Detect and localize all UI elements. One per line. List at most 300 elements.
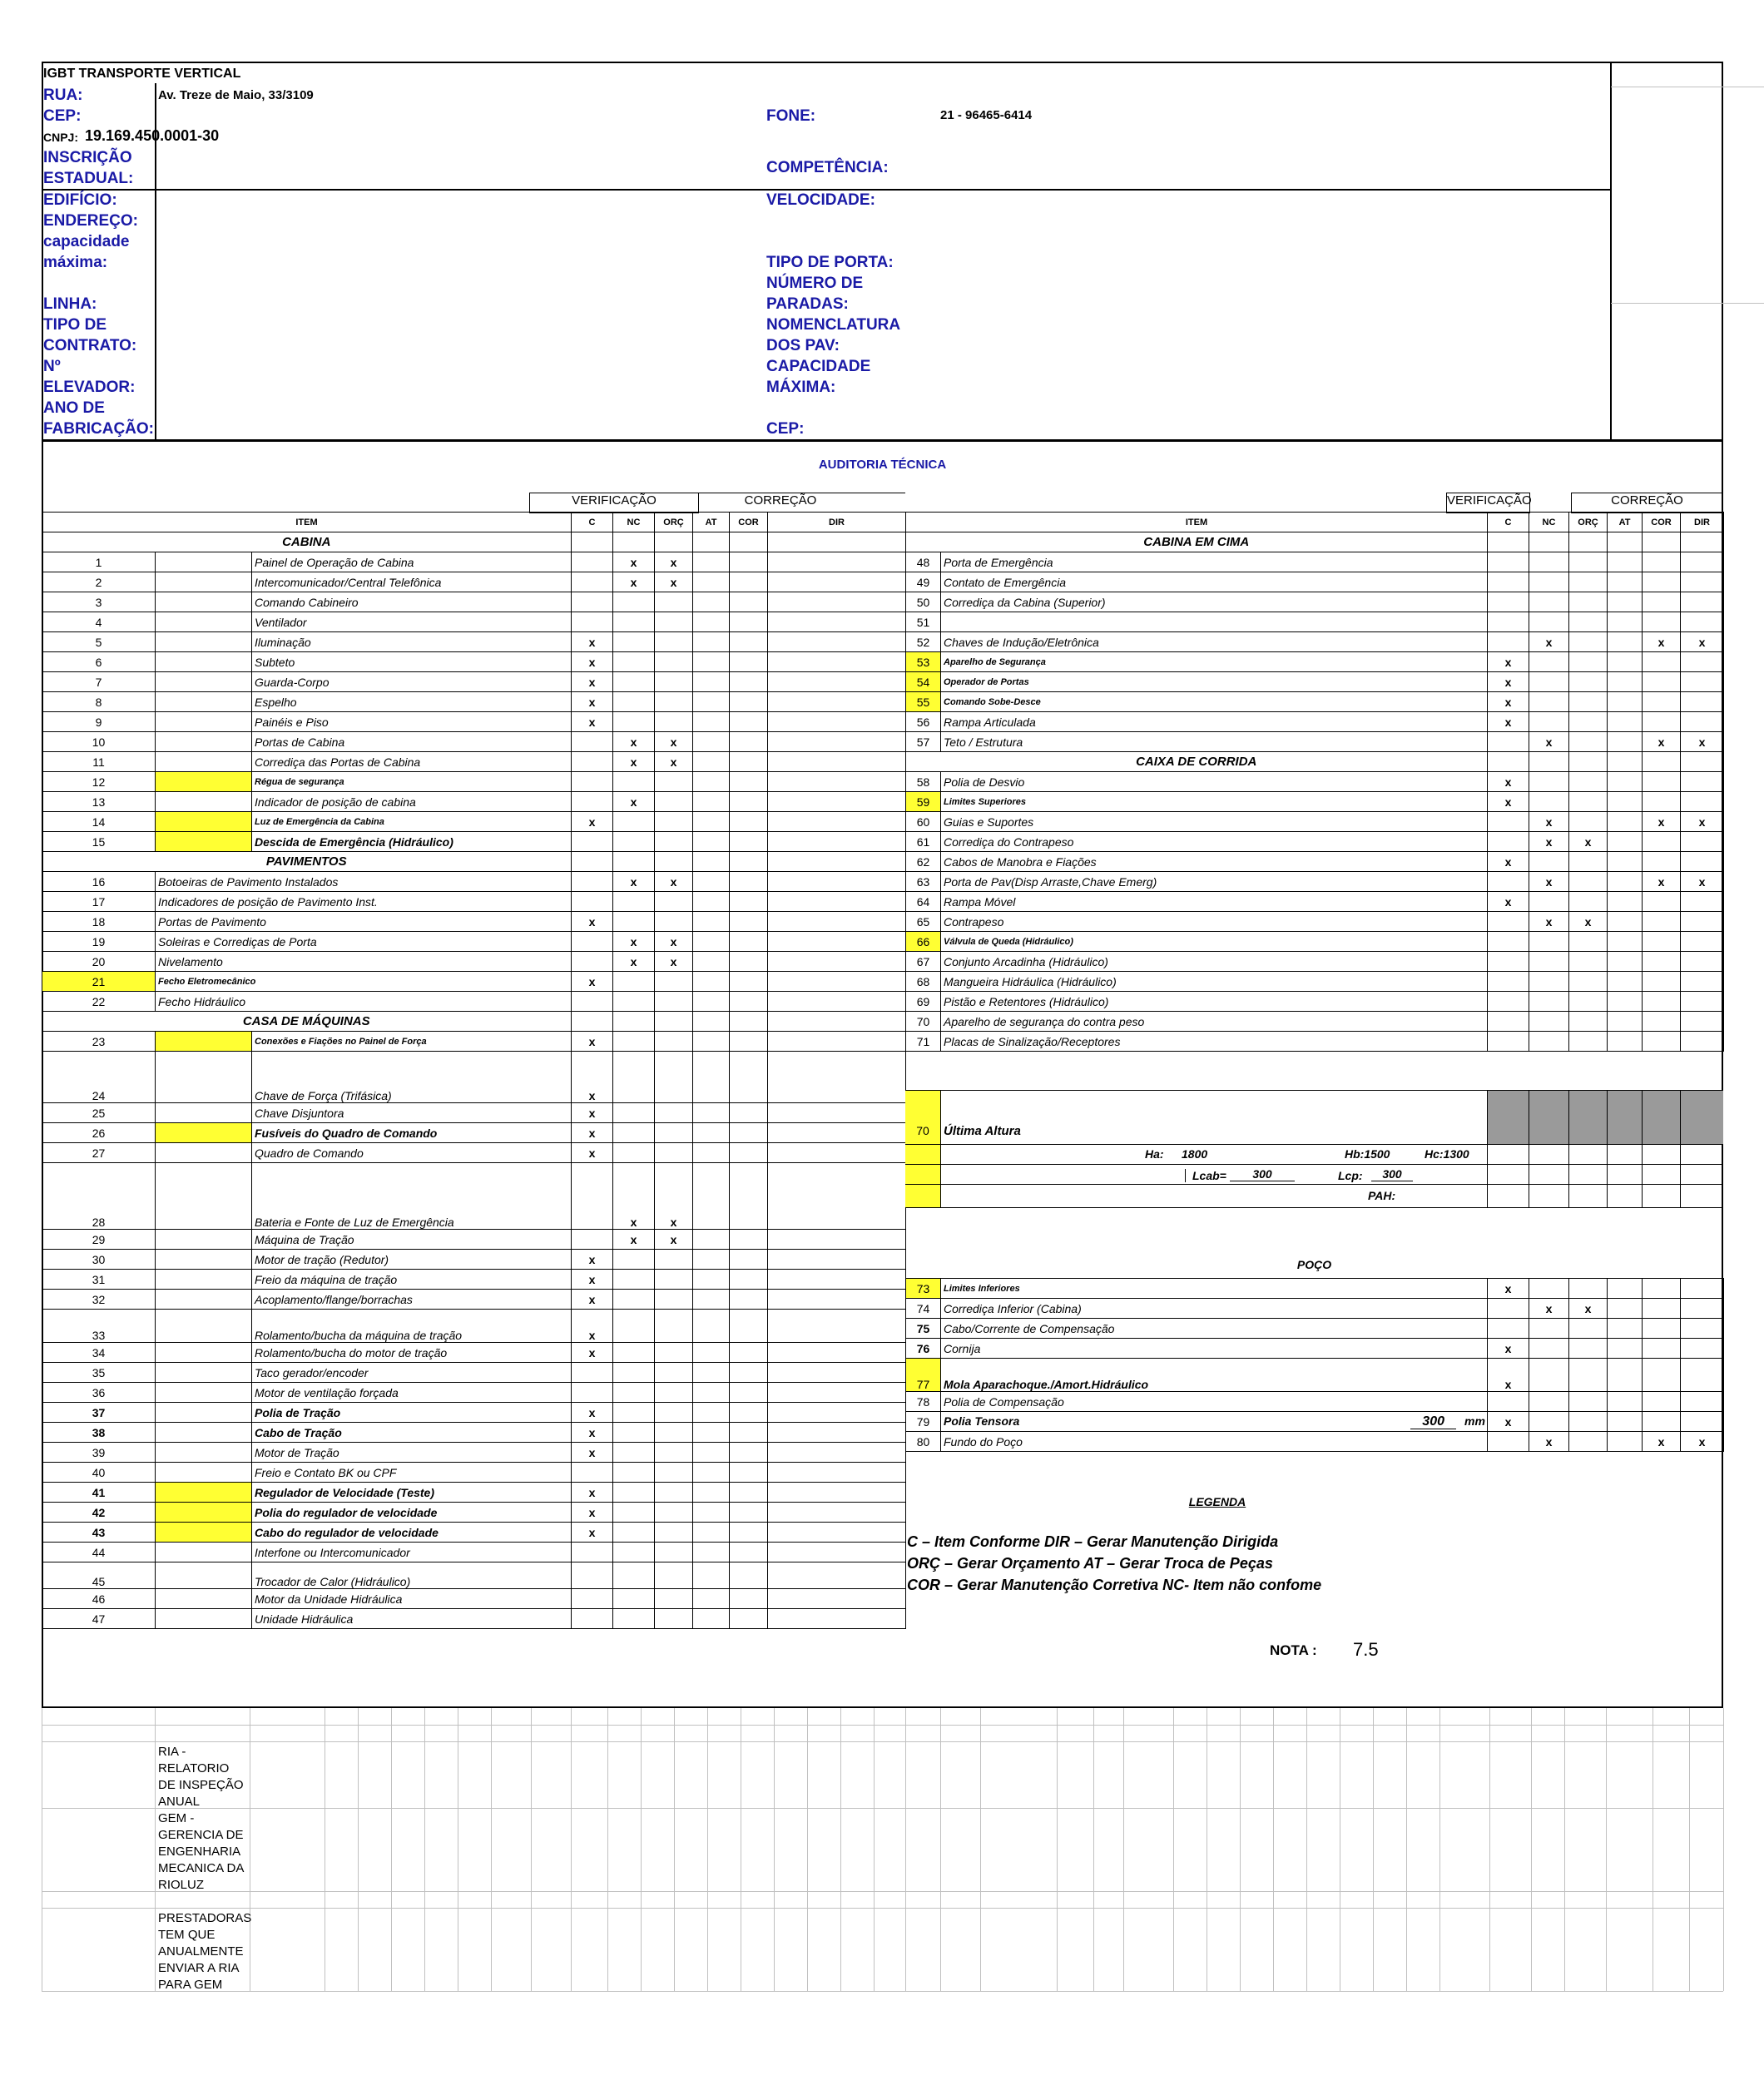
checklist-row (42, 1032, 906, 1052)
check-at (1608, 872, 1643, 892)
item-name-text: Fundo do Poço (944, 1434, 1023, 1449)
check-nc (1529, 932, 1569, 952)
check-orc (655, 1290, 693, 1310)
checklist-row (906, 672, 1724, 692)
check-c (1488, 932, 1529, 952)
ha-value: 1800 (1182, 1147, 1208, 1161)
item-number: 52 (906, 632, 941, 652)
check-at (1608, 1279, 1643, 1299)
check-nc: x (613, 1230, 655, 1250)
item-name-text: Rampa Articulada (944, 715, 1036, 729)
check-c: x (1488, 1412, 1529, 1432)
item-name (941, 1032, 1488, 1052)
highlight-cell (156, 1123, 252, 1143)
check-cor: x (1643, 632, 1681, 652)
check-cor (1643, 992, 1681, 1012)
check-at (1608, 972, 1643, 992)
section-row (906, 532, 1724, 552)
check-cor (730, 952, 768, 972)
check-c: x (572, 652, 613, 672)
check-orc: x (655, 1163, 693, 1230)
checklist-row (42, 992, 906, 1012)
highlight-cell (156, 1503, 252, 1523)
check-orc: x (1569, 912, 1608, 932)
left-checklist-table (42, 512, 906, 1629)
item-name: Corrediça das Portas de Cabina (252, 752, 572, 772)
item-number: 40 (42, 1463, 156, 1483)
fone-value: 21 - 96465-6414 (940, 108, 1033, 122)
grid-line (1680, 1091, 1681, 1207)
blank-cell (572, 852, 613, 872)
blank-cell (572, 1012, 613, 1032)
check-orc: x (655, 552, 693, 572)
item-name: Regulador de Velocidade (Teste) (252, 1483, 572, 1503)
checklist-row (906, 812, 1724, 832)
blank-cell (1681, 752, 1724, 772)
check-at (693, 1343, 730, 1363)
item-name (941, 832, 1488, 852)
check-dir (768, 952, 906, 972)
check-c (572, 992, 613, 1012)
check-at (1608, 632, 1643, 652)
highlight-cell (156, 1423, 252, 1443)
item-name-text: Limites Inferiores (944, 1283, 1020, 1294)
highlight-cell (156, 572, 252, 592)
check-orc (655, 972, 693, 992)
item-number: 35 (42, 1363, 156, 1383)
item-name (941, 672, 1488, 692)
item-name-text: Polia Tensora (944, 1414, 1020, 1428)
check-c: x (1488, 712, 1529, 732)
check-cor (730, 892, 768, 912)
check-at (693, 672, 730, 692)
grid-line (1723, 1708, 1724, 1991)
item-number: 48 (906, 552, 941, 572)
company-name: IGBT TRANSPORTE VERTICAL (43, 67, 241, 81)
check-dir (768, 1562, 906, 1589)
grid-line (1439, 1708, 1440, 1991)
check-cor (730, 1310, 768, 1343)
check-at (1608, 952, 1643, 972)
check-at (693, 912, 730, 932)
item-name-text: Polia de Compensação (944, 1394, 1064, 1409)
check-dir (1681, 1299, 1724, 1319)
check-dir (768, 872, 906, 892)
check-nc (1529, 852, 1569, 872)
check-nc: x (1529, 1299, 1569, 1319)
check-dir (1681, 792, 1724, 812)
check-c (1488, 612, 1529, 632)
check-nc (613, 1310, 655, 1343)
check-orc (1569, 552, 1608, 572)
check-dir (1681, 1032, 1724, 1052)
check-c: x (572, 812, 613, 832)
item-name-text: Teto / Estrutura (944, 735, 1023, 749)
check-dir (768, 1230, 906, 1250)
check-dir (768, 972, 906, 992)
check-dir (768, 572, 906, 592)
correcao-header: CORREÇÃO (656, 493, 905, 513)
checklist-row (906, 892, 1724, 912)
check-orc (1569, 932, 1608, 952)
item-number: 62 (906, 852, 941, 872)
blank-cell (613, 1012, 655, 1032)
check-c (572, 732, 613, 752)
section-title: CABINA (42, 532, 572, 552)
building-label: CONTRATO: (43, 337, 137, 354)
check-dir (1681, 592, 1724, 612)
item-number: 22 (42, 992, 156, 1012)
checklist-row (42, 1290, 906, 1310)
building-label: LINHA: (43, 295, 97, 313)
check-c (572, 1463, 613, 1483)
check-nc (613, 972, 655, 992)
checklist-row (42, 912, 906, 932)
blank-cell (1529, 752, 1569, 772)
building-label: DOS PAV: (766, 337, 840, 354)
item-name: Polia do regulador de velocidade (252, 1503, 572, 1523)
section-title: CASA DE MÁQUINAS (42, 1012, 572, 1032)
check-dir (1681, 992, 1724, 1012)
lcab-label: Lcab= (1185, 1169, 1226, 1182)
building-label: NÚMERO DE (766, 275, 864, 292)
item-name-text: Polia de Desvio (944, 775, 1025, 789)
estadual-label: ESTADUAL: (43, 170, 134, 187)
item-name: Bateria e Fonte de Luz de Emergência (252, 1163, 572, 1230)
item-name (941, 612, 1488, 632)
check-orc (655, 1523, 693, 1543)
item-number: 54 (906, 672, 941, 692)
item-number: 37 (42, 1403, 156, 1423)
checklist-row (42, 1423, 906, 1443)
check-at (693, 1363, 730, 1383)
legend-line: ORÇ – Gerar Orçamento AT – Gerar Troca de Peças (907, 1555, 1273, 1572)
item-number: 32 (42, 1290, 156, 1310)
checklist-row (42, 932, 906, 952)
check-orc (1569, 1432, 1608, 1452)
check-nc (1529, 1359, 1569, 1392)
check-dir (768, 1423, 906, 1443)
item-number: 77 (906, 1359, 941, 1392)
blank-cell (768, 532, 906, 552)
ultima-name: Última Altura (944, 1124, 1021, 1138)
check-c (572, 1609, 613, 1629)
check-orc (1569, 792, 1608, 812)
item-name (941, 692, 1488, 712)
check-nc (613, 1609, 655, 1629)
check-nc: x (1529, 912, 1569, 932)
check-cor (730, 1562, 768, 1589)
nota-label: NOTA : (1270, 1642, 1317, 1658)
check-c: x (572, 1250, 613, 1270)
check-cor (1643, 652, 1681, 672)
blank-cell (730, 1012, 768, 1032)
checklist-row (42, 752, 906, 772)
item-name: Painel de Operação de Cabina (252, 552, 572, 572)
check-dir (768, 612, 906, 632)
item-number: 45 (42, 1562, 156, 1589)
check-nc (1529, 672, 1569, 692)
check-c: x (572, 1343, 613, 1363)
checklist-row (42, 1543, 906, 1562)
check-c: x (572, 672, 613, 692)
cor-header: COR (730, 513, 768, 532)
blank-cell (613, 532, 655, 552)
blank-cell (1681, 532, 1724, 552)
grid-line (1173, 1708, 1174, 1991)
check-nc: x (1529, 872, 1569, 892)
check-cor (1643, 1412, 1681, 1432)
check-dir (768, 652, 906, 672)
blank-cell (768, 852, 906, 872)
check-at (1608, 1412, 1643, 1432)
check-at (693, 1523, 730, 1543)
at-header: AT (693, 513, 730, 532)
check-dir (1681, 832, 1724, 852)
check-c (572, 572, 613, 592)
section-row (42, 852, 906, 872)
check-orc (1569, 872, 1608, 892)
item-number: 59 (906, 792, 941, 812)
checklist-row (906, 832, 1724, 852)
check-orc: x (655, 752, 693, 772)
item-number: 42 (42, 1503, 156, 1523)
sheet-grid-line (1611, 303, 1764, 304)
check-orc (1569, 652, 1608, 672)
item-number: 24 (42, 1052, 156, 1103)
checklist-row (906, 1339, 1724, 1359)
check-nc (613, 1562, 655, 1589)
item-name: Luz de Emergência da Cabina (252, 812, 572, 832)
item-number: 21 (42, 972, 156, 992)
item-number: 11 (42, 752, 156, 772)
check-orc (655, 992, 693, 1012)
grid-line (840, 1708, 841, 1991)
cnpj-value: 19.169.450.0001-30 (85, 127, 220, 144)
check-c (1488, 952, 1529, 972)
check-c (572, 1562, 613, 1589)
check-c: x (572, 1290, 613, 1310)
check-c: x (572, 1143, 613, 1163)
item-name-text: Válvula de Queda (Hidráulico) (944, 936, 1073, 947)
highlight-cell (156, 1310, 252, 1343)
check-dir (1681, 1412, 1724, 1432)
checklist-row (42, 872, 906, 892)
checklist-row (42, 1343, 906, 1363)
grid-line (1564, 1708, 1565, 1991)
check-at (693, 952, 730, 972)
check-at (693, 1290, 730, 1310)
check-cor (730, 1443, 768, 1463)
section-title: PAVIMENTOS (42, 852, 572, 872)
check-cor (1643, 912, 1681, 932)
check-orc (1569, 992, 1608, 1012)
item-name-text: Rampa Móvel (944, 894, 1016, 909)
item-name: Painéis e Piso (252, 712, 572, 732)
check-c (1488, 812, 1529, 832)
checklist-row (906, 912, 1724, 932)
check-c (1488, 1012, 1529, 1032)
check-cor (730, 1423, 768, 1443)
check-c: x (1488, 892, 1529, 912)
item-name (941, 972, 1488, 992)
checklist-row (42, 832, 906, 852)
check-cor (730, 1589, 768, 1609)
check-cor (730, 572, 768, 592)
blank-cell (768, 1012, 906, 1032)
item-number: 27 (42, 1143, 156, 1163)
item-name: Portas de Pavimento (156, 912, 572, 932)
grid-line (807, 1708, 808, 1991)
fone-label: FONE: (766, 107, 816, 125)
check-orc (655, 652, 693, 672)
check-orc (1569, 1032, 1608, 1052)
check-dir (768, 632, 906, 652)
grid-line (940, 1708, 941, 1991)
grid-line (641, 1708, 642, 1991)
checklist-row (906, 1012, 1724, 1032)
check-dir (1681, 1279, 1724, 1299)
check-dir (1681, 912, 1724, 932)
check-cor (730, 1103, 768, 1123)
check-cor (1643, 692, 1681, 712)
check-orc: x (1569, 1299, 1608, 1319)
check-dir (768, 1343, 906, 1363)
item-header: ITEM (42, 513, 572, 532)
check-dir (768, 1103, 906, 1123)
item-number: 28 (42, 1163, 156, 1230)
check-orc (1569, 672, 1608, 692)
highlight-cell (156, 1143, 252, 1163)
check-at (1608, 592, 1643, 612)
checklist-row (42, 952, 906, 972)
check-nc (613, 1443, 655, 1463)
check-at (1608, 612, 1643, 632)
check-at (1608, 672, 1643, 692)
check-cor (730, 1503, 768, 1523)
item-name-text: Corrediça do Contrapeso (944, 834, 1074, 849)
item-number: 73 (906, 1279, 941, 1299)
check-at (1608, 932, 1643, 952)
ultima-altura-block (905, 1090, 1723, 1207)
check-at (1608, 652, 1643, 672)
highlight-cell (156, 812, 252, 832)
check-c (572, 1383, 613, 1403)
item-name: Conexões e Fiações no Painel de Força (252, 1032, 572, 1052)
check-cor (730, 1363, 768, 1383)
item-number: 9 (42, 712, 156, 732)
item-name-text: Limites Superiores (944, 796, 1027, 807)
item-number: 2 (42, 572, 156, 592)
item-name: Botoeiras de Pavimento Instalados (156, 872, 572, 892)
footnote-ria: RIA - RELATORIO DE INSPEÇÃO ANUAL (158, 1745, 244, 1809)
check-dir (768, 832, 906, 852)
check-orc (655, 772, 693, 792)
check-at (693, 1589, 730, 1609)
check-c (1488, 992, 1529, 1012)
nc-header: NC (1529, 513, 1569, 532)
footnote-gem: GEM - GERENCIA DE ENGENHARIA MECANICA DA RIOLUZ (158, 1811, 244, 1892)
header-right-divider (1610, 62, 1612, 441)
right-checklist-table (905, 512, 1724, 1052)
grid-line (571, 1708, 572, 1991)
check-at (1608, 1392, 1643, 1412)
check-cor (1643, 972, 1681, 992)
check-at (1608, 1032, 1643, 1052)
check-orc (1569, 1012, 1608, 1032)
check-at (1608, 912, 1643, 932)
highlight-cell (156, 1103, 252, 1123)
check-c: x (572, 1052, 613, 1103)
grid-line (1123, 1708, 1124, 1991)
item-number: 76 (906, 1339, 941, 1359)
check-at (693, 552, 730, 572)
checklist-row (42, 732, 906, 752)
check-c (1488, 912, 1529, 932)
grid-line (707, 1708, 708, 1991)
item-name-text: Porta de Pav(Disp Arraste,Chave Emerg) (944, 874, 1157, 889)
checklist-row (906, 732, 1724, 752)
blank-cell (655, 852, 693, 872)
check-orc (1569, 1339, 1608, 1359)
item-name: Taco gerador/encoder (252, 1363, 572, 1383)
ultima-gray-cells (1487, 1091, 1723, 1144)
checklist-row (42, 1483, 906, 1503)
item-number: 36 (42, 1383, 156, 1403)
checklist-row (906, 552, 1724, 572)
blank-cell (655, 1012, 693, 1032)
check-orc: x (1569, 832, 1608, 852)
highlight-cell (156, 772, 252, 792)
check-c (572, 1543, 613, 1562)
check-orc (1569, 772, 1608, 792)
item-name (941, 1359, 1488, 1392)
check-at (1608, 692, 1643, 712)
check-cor (730, 1230, 768, 1250)
orc-header: ORÇ (655, 513, 693, 532)
check-at (693, 792, 730, 812)
check-nc (1529, 1412, 1569, 1432)
item-name-text: Cabo/Corrente de Compensação (944, 1321, 1115, 1335)
check-nc (613, 1052, 655, 1103)
item-name (941, 952, 1488, 972)
check-orc (655, 832, 693, 852)
check-nc (613, 992, 655, 1012)
check-nc (613, 772, 655, 792)
check-c: x (1488, 852, 1529, 872)
check-nc (613, 1143, 655, 1163)
check-c: x (572, 1483, 613, 1503)
check-dir (768, 1250, 906, 1270)
check-nc (1529, 972, 1569, 992)
check-at (693, 1123, 730, 1143)
check-dir: x (1681, 812, 1724, 832)
check-nc (613, 1383, 655, 1403)
check-dir (768, 692, 906, 712)
check-nc (1529, 592, 1569, 612)
highlight-cell (156, 1483, 252, 1503)
check-cor (730, 1343, 768, 1363)
check-nc: x (1529, 812, 1569, 832)
check-dir (1681, 1012, 1724, 1032)
check-dir (1681, 852, 1724, 872)
item-number: 34 (42, 1343, 156, 1363)
check-at (693, 872, 730, 892)
item-name: Chave Disjuntora (252, 1103, 572, 1123)
check-nc (1529, 572, 1569, 592)
highlight-cell (156, 1363, 252, 1383)
check-nc (613, 612, 655, 632)
